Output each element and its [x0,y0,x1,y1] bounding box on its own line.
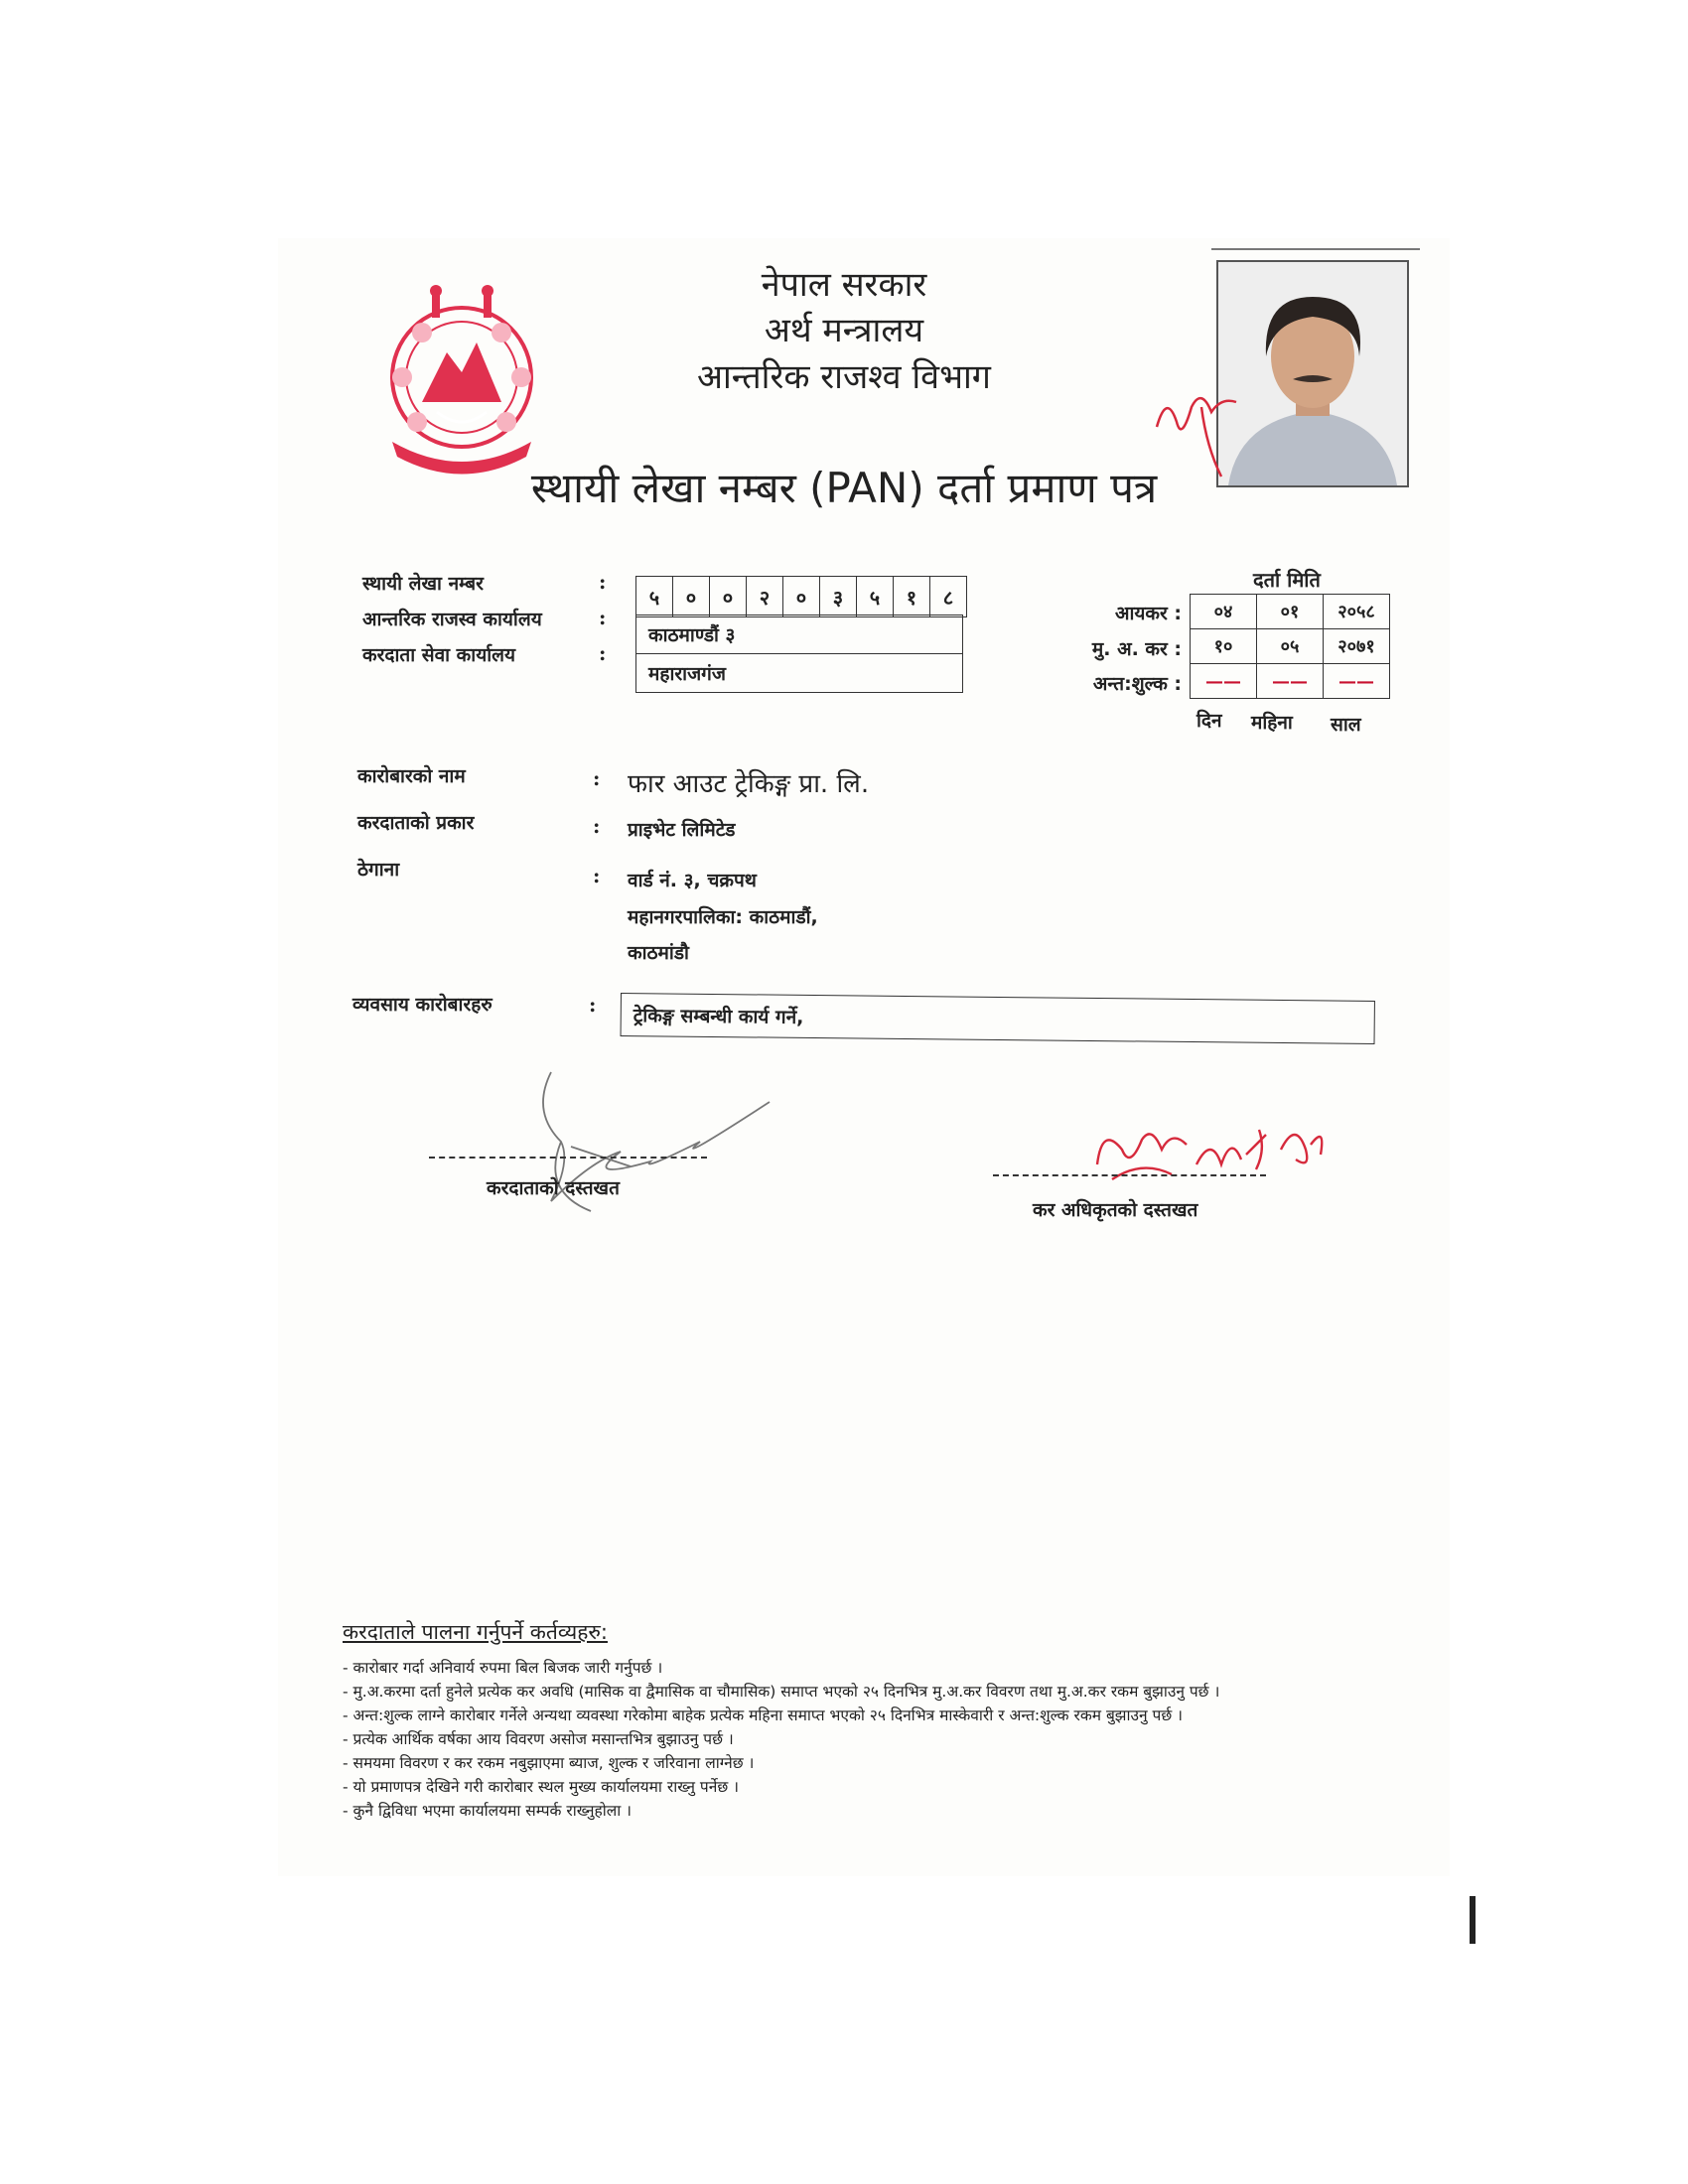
photo-top-rule [1211,248,1420,250]
vat-year: २०७१ [1324,629,1390,664]
taxpayer-signature-label: करदाताको दस्तखत [487,1177,620,1199]
pan-digit: ० [783,577,820,616]
colon: : [599,606,607,629]
ird-office-label: आन्तरिक राजस्व कार्यालय [362,609,542,630]
colon: : [593,766,601,790]
colon: : [599,641,607,665]
income-tax-month: ०१ [1257,595,1324,629]
vat-label: मु. अ. कर : [1091,638,1182,660]
excise-day [1191,664,1257,699]
officer-signature-mark [1082,1110,1331,1199]
officer-signature-line [993,1174,1266,1176]
business-name-value: फार आउट ट्रेकिङ्ग प्रा. लि. [628,769,870,799]
excise-year-dash: —— [1338,670,1374,692]
duty-item: - कुनै द्विविधा भएमा कार्यालयमा सम्पर्क राख्नुहोला । [343,1802,633,1820]
duty-item: - यो प्रमाणपत्र देखिने गरी कारोबार स्थल मुख्य कार्यालयमा राख्नु पर्नेछ । [343,1778,739,1796]
excise-month [1257,664,1324,699]
certificate-title: स्थायी लेखा नम्बर (PAN) दर्ता प्रमाण पत्र [530,464,1158,512]
ird-office-value: काठमाण्डौं ३ [635,614,963,654]
duty-item: - समयमा विवरण र कर रकम नबुझाएमा ब्याज, शुल्क र जरिवाना लाग्नेछ । [343,1754,755,1772]
registration-date-table [1190,594,1390,699]
duty-item: - प्रत्येक आर्थिक वर्षका आय विवरण असोज मसान्तभित्र बुझाउनु पर्छ । [343,1730,734,1748]
income-tax-day: ०४ [1191,595,1257,629]
pan-digit: ० [673,577,710,616]
scan-edge-mark [1470,1896,1476,1944]
vat-date-row [1191,629,1390,664]
registration-date-heading: दर्ता मिति [1253,568,1321,592]
colon: : [593,814,601,838]
year-column-label: साल [1331,714,1361,736]
pan-digit: ५ [636,577,673,616]
address-line-3: काठमांडौ [628,942,689,964]
excise-label: अन्त:शुल्क : [1092,673,1182,695]
duties-title: करदाताले पालना गर्नुपर्ने कर्तव्यहरु: [343,1620,608,1644]
address-line-2: महानगरपालिका: काठमाडौं, [628,906,818,928]
pan-digit: ० [710,577,747,616]
day-column-label: दिन [1196,710,1222,732]
pan-digit: १ [894,577,930,616]
business-activities-value: ट्रेकिङ्ग सम्बन्धी कार्य गर्ने, [621,993,1375,1044]
colon: : [593,864,601,887]
pan-digit: २ [747,577,783,616]
officer-signature-label: कर अधिकृतको दस्तखत [1033,1199,1198,1221]
address-line-1: वार्ड नं. ३, चक्रपथ [628,870,757,891]
pan-digit: ५ [857,577,894,616]
colon: : [599,570,607,594]
pan-number-boxes [635,576,967,617]
income-tax-date-row [1191,595,1390,629]
excise-year [1324,664,1390,699]
vat-month: ०५ [1257,629,1324,664]
address-label: ठेगाना [357,859,400,881]
taxpayer-type-value: प्राइभेट लिमिटेड [628,819,736,841]
duty-item: - अन्त:शुल्क लाग्ने कारोबार गर्नेले अन्यथा व्यवस्था गरेकोमा बाहेक प्रत्येक महिना समाप्त भएको २५ दिनभित्र मास्केवारी र अन्त:शुल्क रकम बुझाउनु पर्छ । [343,1706,1184,1724]
service-office-label: करदाता सेवा कार्यालय [362,644,516,666]
vat-day: १० [1191,629,1257,664]
month-column-label: महिना [1251,712,1293,734]
duty-item: - कारोबार गर्दा अनिवार्य रुपमा बिल बिजक जारी गर्नुपर्छ । [343,1659,663,1677]
income-tax-label: आयकर : [1114,603,1182,624]
colon: : [589,993,597,1017]
service-office-value: महाराजगंज [635,653,963,693]
business-activities-label: व्यवसाय कारोबारहरु [352,994,492,1016]
header-department: आन्तरिक राजश्व विभाग [697,357,991,397]
header-ministry: अर्थ मन्त्रालय [764,311,924,350]
excise-date-row [1191,664,1390,699]
income-tax-year: २०५८ [1324,595,1390,629]
excise-day-dash: —— [1205,670,1241,692]
pan-label: स्थायी लेखा नम्बर [362,573,484,595]
taxpayer-type-label: करदाताको प्रकार [357,812,475,834]
header-government: नेपाल सरकार [761,265,927,305]
excise-month-dash: —— [1272,670,1308,692]
duty-item: - मु.अ.करमा दर्ता हुनेले प्रत्येक कर अवधि (मासिक वा द्वैमासिक वा चौमासिक) समाप्त भएको २५ दिनभित्र मु.अ.कर विवरण तथा मु.अ.कर रकम बुझाउनु पर्छ । [343,1683,1220,1701]
pan-digit: ८ [942,585,954,610]
taxpayer-signature-line [429,1157,707,1159]
pan-digit: ३ [820,577,857,616]
business-name-label: कारोबारको नाम [357,765,466,787]
